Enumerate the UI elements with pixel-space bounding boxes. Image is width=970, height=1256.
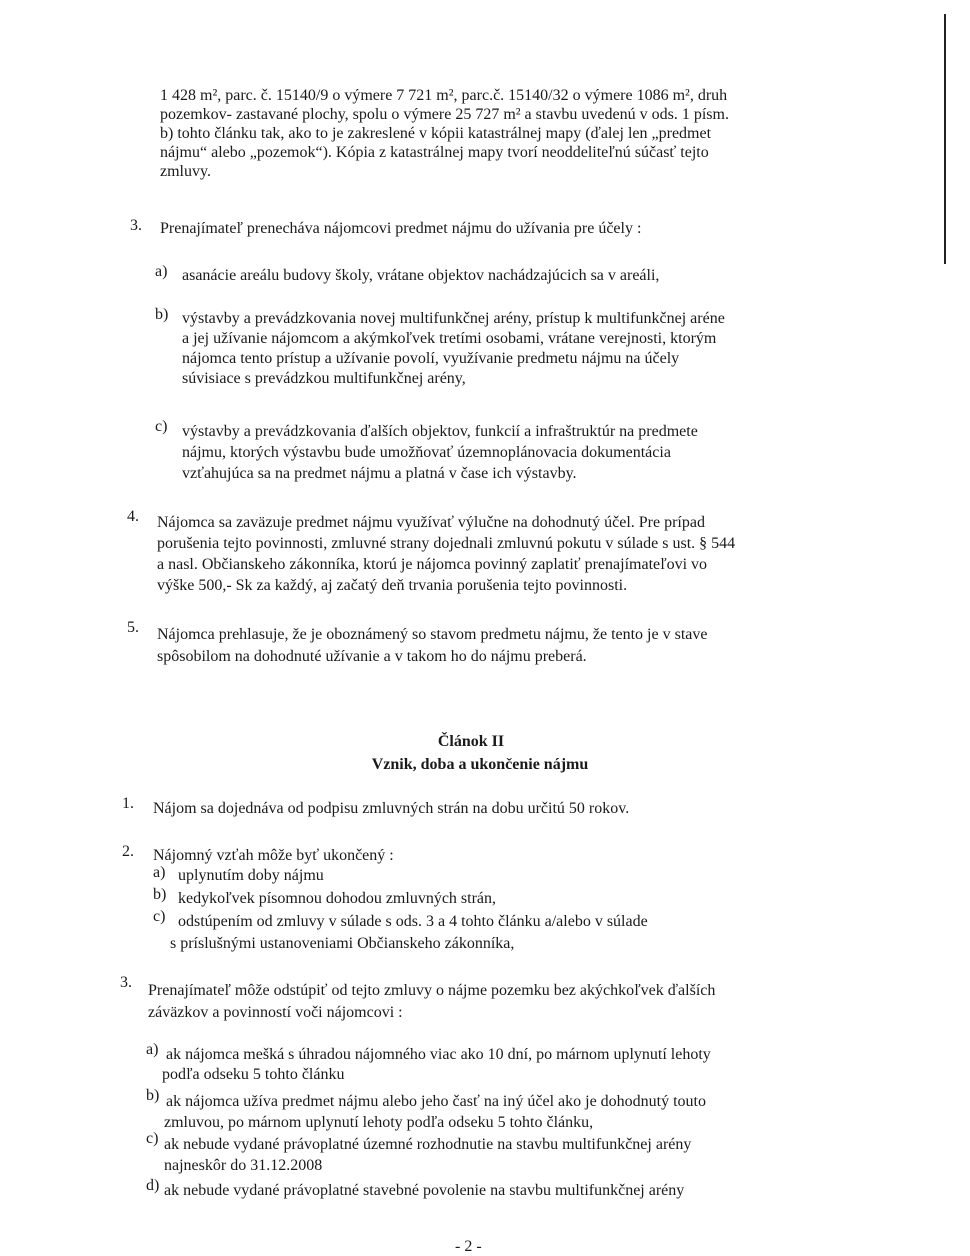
item-b-text xyxy=(166,1091,706,1133)
item-line: podľa odseku 5 tohto článku xyxy=(162,1066,345,1083)
item-c-text xyxy=(170,911,648,955)
intro-line: pozemkov- zastavané plochy, spolu o výmere 25 727 m² a stavbu uvedenú v ods. 1 písm. xyxy=(160,106,729,123)
paragraph-number: 1. xyxy=(122,795,134,812)
paragraph-5-text xyxy=(157,624,847,668)
scan-edge-line xyxy=(944,14,946,264)
item-line: asanácie areálu budovy školy, vrátane objektov nachádzajúcich sa v areáli, xyxy=(182,267,660,284)
item-a-text xyxy=(182,266,852,285)
intro-line: zmluvy. xyxy=(160,163,211,180)
paragraph-line: a nasl. Občianskeho zákonníka, ktorú je nájomca povinný zaplatiť prenajímateľovi vo xyxy=(157,556,708,573)
item-line: a jej užívanie nájomcom a akýmkoľvek tretími osobami, vrátane verejnosti, ktorým xyxy=(182,330,717,347)
paragraph-line: záväzkov a povinností voči nájomcovi : xyxy=(148,1004,403,1021)
item-line: nájomca tento prístup a užívanie povolí, využívanie predmetu nájmu na účely xyxy=(182,350,680,367)
item-label-b: b) xyxy=(155,306,169,323)
item-label-a: a) xyxy=(155,263,168,280)
item-line: vzťahujúca sa na predmet nájmu a platná v čase ich výstavby. xyxy=(182,465,577,482)
paragraph-line: spôsobilom na dohodnuté užívanie a v takom ho do nájmu preberá. xyxy=(157,648,587,665)
item-line: ak nebude vydané právoplatné územné rozhodnutie na stavbu multifunkčnej arény xyxy=(164,1136,692,1153)
paragraph-4-text xyxy=(157,512,847,596)
item-label-b: b) xyxy=(153,886,167,903)
paragraph-line: Nájomca prehlasuje, že je oboznámený so stavom predmetu nájmu, že tento je v stave xyxy=(157,626,708,643)
item-line: zmluvou, po márnom uplynutí lehoty podľa odseku 5 tohto článku, xyxy=(164,1114,594,1131)
item-label-d: d) xyxy=(146,1177,160,1194)
item-line: s príslušnými ustanoveniami Občianskeho zákonníka, xyxy=(170,935,515,952)
item-c-text xyxy=(164,1134,691,1176)
intro-line: nájmu“ alebo „pozemok“). Kópia z katastrálnej mapy tvorí neoddeliteľnú súčasť tejto xyxy=(160,144,709,161)
item-line: najneskôr do 31.12.2008 xyxy=(164,1157,323,1174)
item-d-text: ak nebude vydané právoplatné stavebné povolenie na stavbu multifunkčnej arény xyxy=(164,1182,685,1199)
paragraph-3-text: Prenajímateľ prenecháva nájomcovi predmet nájmu do užívania pre účely : xyxy=(160,220,642,237)
item-a-text xyxy=(162,1045,711,1085)
paragraph-number: 3. xyxy=(130,217,142,234)
intro-paragraph xyxy=(160,86,850,181)
paragraph-number: 2. xyxy=(122,843,134,860)
article2-p1-text: Nájom sa dojednáva od podpisu zmluvných strán na dobu určitú 50 rokov. xyxy=(153,800,630,817)
item-c-text xyxy=(182,421,847,484)
intro-line: 1 428 m², parc. č. 15140/9 o výmere 7 721 m², parc.č. 15140/32 o výmere 1086 m², druh xyxy=(160,87,728,104)
item-label-b: b) xyxy=(146,1087,160,1104)
item-label-c: c) xyxy=(153,908,166,925)
item-line: ak nájomca mešká s úhradou nájomného viac ako 10 dní, po márnom uplynutí lehoty xyxy=(166,1046,711,1063)
article2-p2-text: Nájomný vzťah môže byť ukončený : xyxy=(153,847,394,864)
paragraph-line: výške 500,- Sk za každý, aj začatý deň trvania porušenia tejto povinnosti. xyxy=(157,577,628,594)
paragraph-number: 5. xyxy=(127,619,139,636)
item-line: nájmu, ktorých výstavbu bude umožňovať územnoplánovacia dokumentácia xyxy=(182,444,671,461)
intro-line: b) tohto článku tak, ako to je zakreslené v kópii katastrálnej mapy (ďalej len „predmet xyxy=(160,125,712,142)
paragraph-number: 3. xyxy=(120,974,132,991)
item-line: ak nájomca užíva predmet nájmu alebo jeho časť na iný účel ako je dohodnutý touto xyxy=(166,1093,706,1110)
paragraph-number: 4. xyxy=(127,508,139,525)
item-label-c: c) xyxy=(146,1130,159,1147)
item-line: výstavby a prevádzkovania ďalších objektov, funkcií a infraštruktúr na predmete xyxy=(182,423,698,440)
article-subtitle: Vznik, doba a ukončenie nájmu xyxy=(371,756,589,773)
paragraph-line: Prenajímateľ môže odstúpiť od tejto zmluvy o nájme pozemku bez akýchkoľvek ďalších xyxy=(148,982,716,999)
item-b-text: kedykoľvek písomnou dohodou zmluvných strán, xyxy=(178,890,497,907)
item-label-c: c) xyxy=(155,418,168,435)
item-label-a: a) xyxy=(146,1041,159,1058)
item-line: súvisiace s prevádzkou multifunkčnej arény, xyxy=(182,370,466,387)
item-label-a: a) xyxy=(153,864,166,881)
paragraph-line: Nájomca sa zaväzuje predmet nájmu využívať výlučne na dohodnutý účel. Pre prípad xyxy=(157,514,705,531)
article-title: Článok II xyxy=(437,733,505,750)
item-a-text: uplynutím doby nájmu xyxy=(178,867,324,884)
paragraph-line: porušenia tejto povinnosti, zmluvné strany dojednali zmluvnú pokutu v súlade s ust. § 544 xyxy=(157,535,736,552)
item-line: odstúpením od zmluvy v súlade s ods. 3 a 4 tohto článku a/alebo v súlade xyxy=(178,913,648,930)
article2-p3-text xyxy=(148,980,715,1024)
item-line: výstavby a prevádzkovania novej multifunkčnej arény, prístup k multifunkčnej aréne xyxy=(182,310,725,327)
page-number: - 2 - xyxy=(455,1238,482,1255)
item-b-text xyxy=(182,309,847,389)
